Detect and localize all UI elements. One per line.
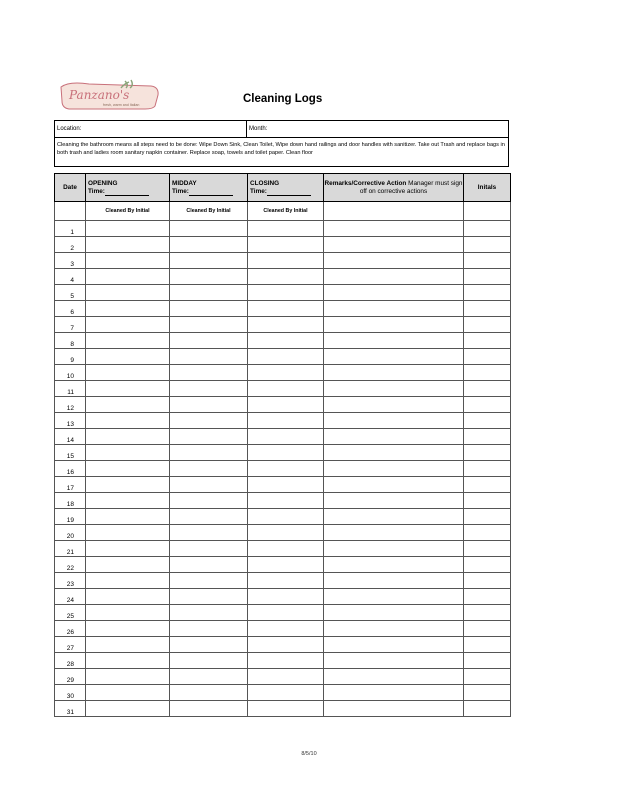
- initials-cell[interactable]: [464, 445, 511, 461]
- midday-initial-cell[interactable]: [170, 685, 248, 701]
- initials-cell[interactable]: [464, 397, 511, 413]
- midday-initial-cell[interactable]: [170, 221, 248, 237]
- initials-cell[interactable]: [464, 333, 511, 349]
- month-field[interactable]: [247, 121, 508, 137]
- closing-initial-cell[interactable]: [248, 333, 324, 349]
- opening-initial-cell[interactable]: [86, 541, 170, 557]
- closing-initial-cell[interactable]: [248, 461, 324, 477]
- opening-time-label: Time:: [88, 187, 105, 195]
- closing-initial-cell[interactable]: [248, 573, 324, 589]
- day-number: 28: [55, 653, 86, 669]
- opening-initial-cell[interactable]: [86, 637, 170, 653]
- initials-header: Initals: [464, 174, 511, 202]
- closing-initial-cell[interactable]: [248, 269, 324, 285]
- opening-initial-cell[interactable]: [86, 701, 170, 717]
- opening-initial-cell[interactable]: [86, 685, 170, 701]
- midday-header: [170, 174, 248, 202]
- remarks-cell[interactable]: [324, 621, 464, 637]
- initials-cell[interactable]: [464, 285, 511, 301]
- midday-time-line[interactable]: [189, 189, 233, 196]
- table-row: [55, 653, 511, 669]
- table-row: [55, 349, 511, 365]
- remarks-cell[interactable]: [324, 285, 464, 301]
- initials-cell[interactable]: [464, 701, 511, 717]
- midday-initial-cell[interactable]: [170, 429, 248, 445]
- subheader-row: [55, 202, 511, 221]
- initials-cell[interactable]: [464, 477, 511, 493]
- remarks-cell[interactable]: [324, 349, 464, 365]
- opening-initial-cell[interactable]: [86, 525, 170, 541]
- table-row: [55, 413, 511, 429]
- remarks-cell[interactable]: [324, 317, 464, 333]
- table-row: [55, 285, 511, 301]
- month-label: Month:: [249, 126, 268, 132]
- remarks-cell[interactable]: [324, 557, 464, 573]
- remarks-cell[interactable]: [324, 429, 464, 445]
- closing-time-line[interactable]: [267, 189, 311, 196]
- midday-initial-cell[interactable]: [170, 413, 248, 429]
- closing-initial-cell[interactable]: [248, 429, 324, 445]
- opening-initial-cell[interactable]: [86, 557, 170, 573]
- day-number: 12: [55, 397, 86, 413]
- day-number: 11: [55, 381, 86, 397]
- opening-initial-cell[interactable]: [86, 349, 170, 365]
- initials-cell[interactable]: [464, 541, 511, 557]
- day-number: 19: [55, 509, 86, 525]
- day-number: 24: [55, 589, 86, 605]
- closing-initial-cell[interactable]: [248, 477, 324, 493]
- table-row: [55, 397, 511, 413]
- day-number: 31: [55, 701, 86, 717]
- table-row: [55, 541, 511, 557]
- remarks-note: Manager must sign off on corrective actions: [359, 180, 463, 195]
- table-row: [55, 269, 511, 285]
- closing-initial-cell[interactable]: [248, 541, 324, 557]
- table-row: [55, 365, 511, 381]
- day-number: 13: [55, 413, 86, 429]
- remarks-cell[interactable]: [324, 365, 464, 381]
- remarks-cell[interactable]: [324, 333, 464, 349]
- opening-initial-cell[interactable]: [86, 301, 170, 317]
- opening-initial-cell[interactable]: [86, 365, 170, 381]
- closing-initial-cell[interactable]: [248, 285, 324, 301]
- closing-initial-cell[interactable]: [248, 365, 324, 381]
- closing-initial-cell[interactable]: [248, 397, 324, 413]
- opening-initial-cell[interactable]: [86, 397, 170, 413]
- remarks-cell[interactable]: [324, 525, 464, 541]
- day-number: 18: [55, 493, 86, 509]
- midday-cleaned-by: Cleaned By Initial: [170, 202, 248, 221]
- midday-initial-cell[interactable]: [170, 349, 248, 365]
- day-number: 10: [55, 365, 86, 381]
- closing-initial-cell[interactable]: [248, 669, 324, 685]
- day-number: 14: [55, 429, 86, 445]
- day-number: 22: [55, 557, 86, 573]
- remarks-cell[interactable]: [324, 669, 464, 685]
- closing-initial-cell[interactable]: [248, 413, 324, 429]
- info-row: [55, 121, 508, 138]
- opening-initial-cell[interactable]: [86, 493, 170, 509]
- midday-initial-cell[interactable]: [170, 253, 248, 269]
- closing-time-label: Time:: [250, 187, 267, 195]
- day-number: 9: [55, 349, 86, 365]
- location-label: Location:: [57, 126, 82, 132]
- day-number: 5: [55, 285, 86, 301]
- table-row: [55, 493, 511, 509]
- day-number: 26: [55, 621, 86, 637]
- opening-initial-cell[interactable]: [86, 237, 170, 253]
- footer-date: 8/5/10: [301, 751, 317, 757]
- initials-cell[interactable]: [464, 221, 511, 237]
- cleaning-log-table: [54, 173, 511, 717]
- midday-initial-cell[interactable]: [170, 525, 248, 541]
- opening-initial-cell[interactable]: [86, 285, 170, 301]
- closing-label: CLOSING: [250, 179, 280, 187]
- date-header: Date: [55, 174, 86, 202]
- remarks-cell[interactable]: [324, 397, 464, 413]
- table-row: [55, 701, 511, 717]
- midday-label: MIDDAY: [172, 179, 197, 187]
- remarks-cell[interactable]: [324, 605, 464, 621]
- day-number: 17: [55, 477, 86, 493]
- midday-initial-cell[interactable]: [170, 573, 248, 589]
- midday-initial-cell[interactable]: [170, 669, 248, 685]
- initials-cell[interactable]: [464, 381, 511, 397]
- day-number: 15: [55, 445, 86, 461]
- closing-initial-cell[interactable]: [248, 253, 324, 269]
- opening-initial-cell[interactable]: [86, 445, 170, 461]
- day-number: 30: [55, 685, 86, 701]
- day-number: 25: [55, 605, 86, 621]
- closing-initial-cell[interactable]: [248, 525, 324, 541]
- opening-initial-cell[interactable]: [86, 573, 170, 589]
- closing-initial-cell[interactable]: [248, 509, 324, 525]
- opening-initial-cell[interactable]: [86, 621, 170, 637]
- initials-cell[interactable]: [464, 685, 511, 701]
- midday-initial-cell[interactable]: [170, 637, 248, 653]
- initials-cell[interactable]: [464, 605, 511, 621]
- header-row: [55, 174, 511, 202]
- initials-cell[interactable]: [464, 413, 511, 429]
- midday-initial-cell[interactable]: [170, 605, 248, 621]
- table-row: [55, 301, 511, 317]
- initials-cell[interactable]: [464, 237, 511, 253]
- remarks-header: [324, 174, 464, 202]
- closing-initial-cell[interactable]: [248, 445, 324, 461]
- day-number: 1: [55, 221, 86, 237]
- log-body: [55, 221, 511, 717]
- midday-initial-cell[interactable]: [170, 365, 248, 381]
- day-number: 2: [55, 237, 86, 253]
- opening-initial-cell[interactable]: [86, 221, 170, 237]
- day-number: 7: [55, 317, 86, 333]
- closing-initial-cell[interactable]: [248, 557, 324, 573]
- table-row: [55, 333, 511, 349]
- day-number: 8: [55, 333, 86, 349]
- day-number: 4: [55, 269, 86, 285]
- table-row: [55, 381, 511, 397]
- logo-graphic: [59, 79, 161, 111]
- day-number: 27: [55, 637, 86, 653]
- remarks-cell[interactable]: [324, 413, 464, 429]
- closing-initial-cell[interactable]: [248, 653, 324, 669]
- closing-initial-cell[interactable]: [248, 605, 324, 621]
- closing-initial-cell[interactable]: [248, 701, 324, 717]
- closing-cleaned-by: Cleaned By Initial: [248, 202, 324, 221]
- opening-initial-cell[interactable]: [86, 605, 170, 621]
- closing-initial-cell[interactable]: [248, 221, 324, 237]
- remarks-cell[interactable]: [324, 237, 464, 253]
- remarks-cell[interactable]: [324, 573, 464, 589]
- initials-subheader-blank: [464, 202, 511, 221]
- table-row: [55, 445, 511, 461]
- opening-initial-cell[interactable]: [86, 317, 170, 333]
- opening-initial-cell[interactable]: [86, 477, 170, 493]
- remarks-cell[interactable]: [324, 653, 464, 669]
- opening-cleaned-by: Cleaned By Initial: [86, 202, 170, 221]
- day-number: 3: [55, 253, 86, 269]
- table-row: [55, 317, 511, 333]
- day-number: 23: [55, 573, 86, 589]
- closing-initial-cell[interactable]: [248, 237, 324, 253]
- table-row: [55, 557, 511, 573]
- remarks-cell[interactable]: [324, 493, 464, 509]
- remarks-title: Remarks/Corrective Action: [324, 180, 407, 187]
- closing-initial-cell[interactable]: [248, 637, 324, 653]
- table-row: [55, 605, 511, 621]
- initials-cell[interactable]: [464, 621, 511, 637]
- opening-initial-cell[interactable]: [86, 413, 170, 429]
- day-number: 21: [55, 541, 86, 557]
- opening-initial-cell[interactable]: [86, 461, 170, 477]
- table-row: [55, 525, 511, 541]
- table-row: [55, 685, 511, 701]
- opening-initial-cell[interactable]: [86, 589, 170, 605]
- midday-initial-cell[interactable]: [170, 397, 248, 413]
- midday-initial-cell[interactable]: [170, 557, 248, 573]
- closing-initial-cell[interactable]: [248, 621, 324, 637]
- remarks-cell[interactable]: [324, 221, 464, 237]
- initials-cell[interactable]: [464, 429, 511, 445]
- initials-cell[interactable]: [464, 557, 511, 573]
- day-number: 16: [55, 461, 86, 477]
- table-row: [55, 221, 511, 237]
- opening-initial-cell[interactable]: [86, 669, 170, 685]
- table-row: [55, 429, 511, 445]
- table-row: [55, 669, 511, 685]
- remarks-cell[interactable]: [324, 509, 464, 525]
- opening-initial-cell[interactable]: [86, 509, 170, 525]
- remarks-cell[interactable]: [324, 301, 464, 317]
- midday-initial-cell[interactable]: [170, 317, 248, 333]
- opening-label: OPENING: [88, 179, 118, 187]
- initials-cell[interactable]: [464, 589, 511, 605]
- initials-cell[interactable]: [464, 525, 511, 541]
- remarks-cell[interactable]: [324, 269, 464, 285]
- table-row: [55, 589, 511, 605]
- initials-cell[interactable]: [464, 669, 511, 685]
- logo-text: Panzano's: [69, 88, 130, 102]
- opening-initial-cell[interactable]: [86, 253, 170, 269]
- midday-initial-cell[interactable]: [170, 333, 248, 349]
- initials-cell[interactable]: [464, 269, 511, 285]
- midday-initial-cell[interactable]: [170, 509, 248, 525]
- initials-cell[interactable]: [464, 653, 511, 669]
- company-logo: [59, 79, 161, 111]
- table-row: [55, 253, 511, 269]
- opening-initial-cell[interactable]: [86, 381, 170, 397]
- day-number: 6: [55, 301, 86, 317]
- midday-initial-cell[interactable]: [170, 301, 248, 317]
- day-number: 29: [55, 669, 86, 685]
- closing-initial-cell[interactable]: [248, 349, 324, 365]
- closing-header: [248, 174, 324, 202]
- remarks-cell[interactable]: [324, 477, 464, 493]
- table-row: [55, 237, 511, 253]
- remarks-cell[interactable]: [324, 589, 464, 605]
- midday-initial-cell[interactable]: [170, 269, 248, 285]
- remarks-cell[interactable]: [324, 461, 464, 477]
- opening-initial-cell[interactable]: [86, 269, 170, 285]
- midday-initial-cell[interactable]: [170, 381, 248, 397]
- midday-initial-cell[interactable]: [170, 493, 248, 509]
- midday-initial-cell[interactable]: [170, 285, 248, 301]
- table-row: [55, 621, 511, 637]
- table-row: [55, 461, 511, 477]
- closing-initial-cell[interactable]: [248, 301, 324, 317]
- location-field[interactable]: [55, 121, 247, 137]
- opening-initial-cell[interactable]: [86, 653, 170, 669]
- subheader-blank: [55, 202, 86, 221]
- midday-initial-cell[interactable]: [170, 461, 248, 477]
- initials-cell[interactable]: [464, 573, 511, 589]
- initials-cell[interactable]: [464, 493, 511, 509]
- info-box: [54, 120, 509, 167]
- remarks-cell[interactable]: [324, 637, 464, 653]
- opening-header: [86, 174, 170, 202]
- midday-initial-cell[interactable]: [170, 445, 248, 461]
- closing-initial-cell[interactable]: [248, 493, 324, 509]
- midday-initial-cell[interactable]: [170, 477, 248, 493]
- logo-tagline: fresh, warm and Italian: [103, 103, 140, 107]
- table-row: [55, 637, 511, 653]
- table-row: [55, 477, 511, 493]
- cleaning-instructions: Cleaning the bathroom means all steps need to be done: Wipe Down Sink, Clean Toilet, Wipe down hand railings and door handles with sanitizer. Take out Trash and replace bags in both trash and ladies room sanitary napkin container. Replace soap, towels and toilet paper. Clean floor: [57, 142, 505, 157]
- remarks-cell[interactable]: [324, 381, 464, 397]
- initials-cell[interactable]: [464, 253, 511, 269]
- initials-cell[interactable]: [464, 461, 511, 477]
- midday-initial-cell[interactable]: [170, 589, 248, 605]
- opening-time-line[interactable]: [105, 189, 149, 196]
- remarks-cell[interactable]: [324, 701, 464, 717]
- initials-cell[interactable]: [464, 365, 511, 381]
- day-number: 20: [55, 525, 86, 541]
- table-row: [55, 573, 511, 589]
- midday-initial-cell[interactable]: [170, 541, 248, 557]
- remarks-subheader-blank: [324, 202, 464, 221]
- table-row: [55, 509, 511, 525]
- page-title: Cleaning Logs: [243, 93, 323, 105]
- closing-initial-cell[interactable]: [248, 685, 324, 701]
- midday-initial-cell[interactable]: [170, 653, 248, 669]
- remarks-cell[interactable]: [324, 685, 464, 701]
- closing-initial-cell[interactable]: [248, 381, 324, 397]
- initials-cell[interactable]: [464, 509, 511, 525]
- midday-initial-cell[interactable]: [170, 621, 248, 637]
- remarks-cell[interactable]: [324, 445, 464, 461]
- initials-cell[interactable]: [464, 349, 511, 365]
- initials-cell[interactable]: [464, 301, 511, 317]
- closing-initial-cell[interactable]: [248, 589, 324, 605]
- initials-cell[interactable]: [464, 637, 511, 653]
- remarks-cell[interactable]: [324, 541, 464, 557]
- remarks-cell[interactable]: [324, 253, 464, 269]
- opening-initial-cell[interactable]: [86, 333, 170, 349]
- closing-initial-cell[interactable]: [248, 317, 324, 333]
- opening-initial-cell[interactable]: [86, 429, 170, 445]
- midday-initial-cell[interactable]: [170, 237, 248, 253]
- midday-time-label: Time:: [172, 187, 189, 195]
- initials-cell[interactable]: [464, 317, 511, 333]
- midday-initial-cell[interactable]: [170, 701, 248, 717]
